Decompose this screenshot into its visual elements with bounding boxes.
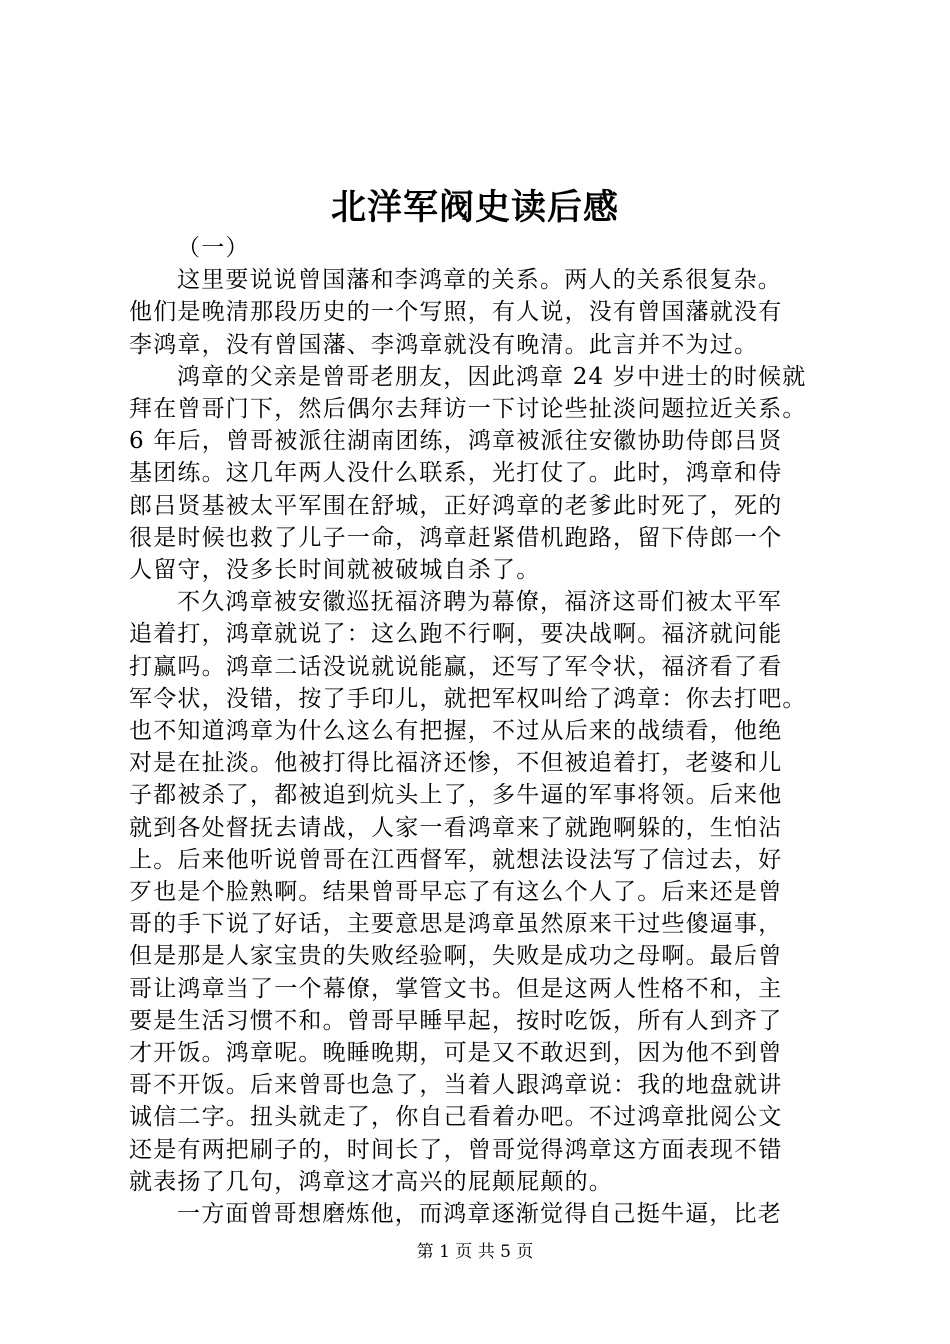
paragraph-line: 上。后来他听说曾哥在江西督军，就想法设法写了信过去，好: [129, 846, 783, 873]
paragraph-line: 哥的手下说了好话，主要意思是鸿章虽然原来干过些傻逼事，: [129, 911, 783, 938]
paragraph-line: 要是生活习惯不和。曾哥早睡早起，按时吃饭，所有人到齐了: [129, 1007, 783, 1034]
paragraph-line: 6 年后，曾哥被派往湖南团练，鸿章被派往安徽协助侍郎吕贤: [129, 428, 783, 455]
section-mark: （一）: [177, 235, 250, 261]
paragraph-line: 一方面曾哥想磨炼他，而鸿章逐渐觉得自己挺牛逼，比老: [177, 1201, 782, 1228]
paragraph-line: 就到各处督抚去请战，人家一看鸿章来了就跑啊躲的，生怕沾: [129, 814, 783, 841]
paragraph-line: 不久鸿章被安徽巡抚福济聘为幕僚，福济这哥们被太平军: [177, 589, 782, 616]
paragraph-line: 哥让鸿章当了一个幕僚，掌管文书。但是这两人性格不和，主: [129, 975, 783, 1002]
document-title: 北洋军阀史读后感: [330, 187, 619, 228]
paragraph-line: 军令状，没错，按了手印儿，就把军权叫给了鸿章：你去打吧。: [129, 685, 807, 712]
paragraph-line: 李鸿章，没有曾国藩、李鸿章就没有晚清。此言并不为过。: [129, 331, 759, 358]
paragraph: [129, 1198, 839, 1230]
paragraph-line: 诚信二字。扭头就走了，你自己看着办吧。不过鸿章批阅公文: [129, 1104, 783, 1131]
paragraph-line: 才开饭。鸿章呢。晚睡晚期，可是又不敢迟到，因为他不到曾: [129, 1040, 783, 1067]
paragraph-line: 对是在扯淡。他被打得比福济还惨，不但被追着打，老婆和儿: [129, 750, 783, 777]
paragraph-line: 这里要说说曾国藩和李鸿章的关系。两人的关系很复杂。: [177, 267, 782, 294]
page-footer: 第 1 页 共 5 页: [416, 1242, 534, 1262]
paragraph-line: 基团练。这几年两人没什么联系，光打仗了。此时，鸿章和侍: [129, 460, 783, 487]
paragraph-line: 郎吕贤基被太平军围在舒城，正好鸿章的老爹此时死了，死的: [129, 492, 783, 519]
paragraph-line: 他们是晚清那段历史的一个写照，有人说，没有曾国藩就没有: [129, 299, 783, 326]
paragraph-line: 就表扬了几句，鸿章这才高兴的屁颠屁颠的。: [129, 1168, 613, 1195]
paragraph-line: 歹也是个脸熟啊。结果曾哥早忘了有这么个人了。后来还是曾: [129, 879, 783, 906]
paragraph: [129, 586, 839, 1198]
document-body: [129, 232, 839, 1230]
paragraph-line: 也不知道鸿章为什么这么有把握，不过从后来的战绩看，他绝: [129, 718, 783, 745]
paragraph-line: 拜在曾哥门下，然后偶尔去拜访一下讨论些扯淡问题拉近关系。: [129, 396, 807, 423]
paragraph-line: 很是时候也救了儿子一命，鸿章赶紧借机跑路，留下侍郎一个: [129, 524, 783, 551]
paragraph-line: 鸿章的父亲是曾哥老朋友，因此鸿章 24 岁中进士的时候就: [177, 363, 807, 390]
paragraph-line: 子都被杀了，都被追到炕头上了，多牛逼的军事将领。后来他: [129, 782, 783, 809]
paragraph-line: 哥不开饭。后来曾哥也急了，当着人跟鸿章说：我的地盘就讲: [129, 1072, 783, 1099]
paragraph-list: [129, 264, 839, 1230]
paragraph-line: 还是有两把刷子的，时间长了，曾哥觉得鸿章这方面表现不错: [129, 1136, 783, 1163]
paragraph-line: 追着打，鸿章就说了：这么跑不行啊，要决战啊。福济就问能: [129, 621, 783, 648]
paragraph: [129, 264, 839, 361]
paragraph: [129, 361, 839, 586]
paragraph-line: 人留守，没多长时间就被破城自杀了。: [129, 557, 541, 584]
paragraph-line: 打赢吗。鸿章二话没说就说能赢，还写了军令状，福济看了看: [129, 653, 783, 680]
paragraph-line: 但是那是人家宝贵的失败经验啊，失败是成功之母啊。最后曾: [129, 943, 783, 970]
